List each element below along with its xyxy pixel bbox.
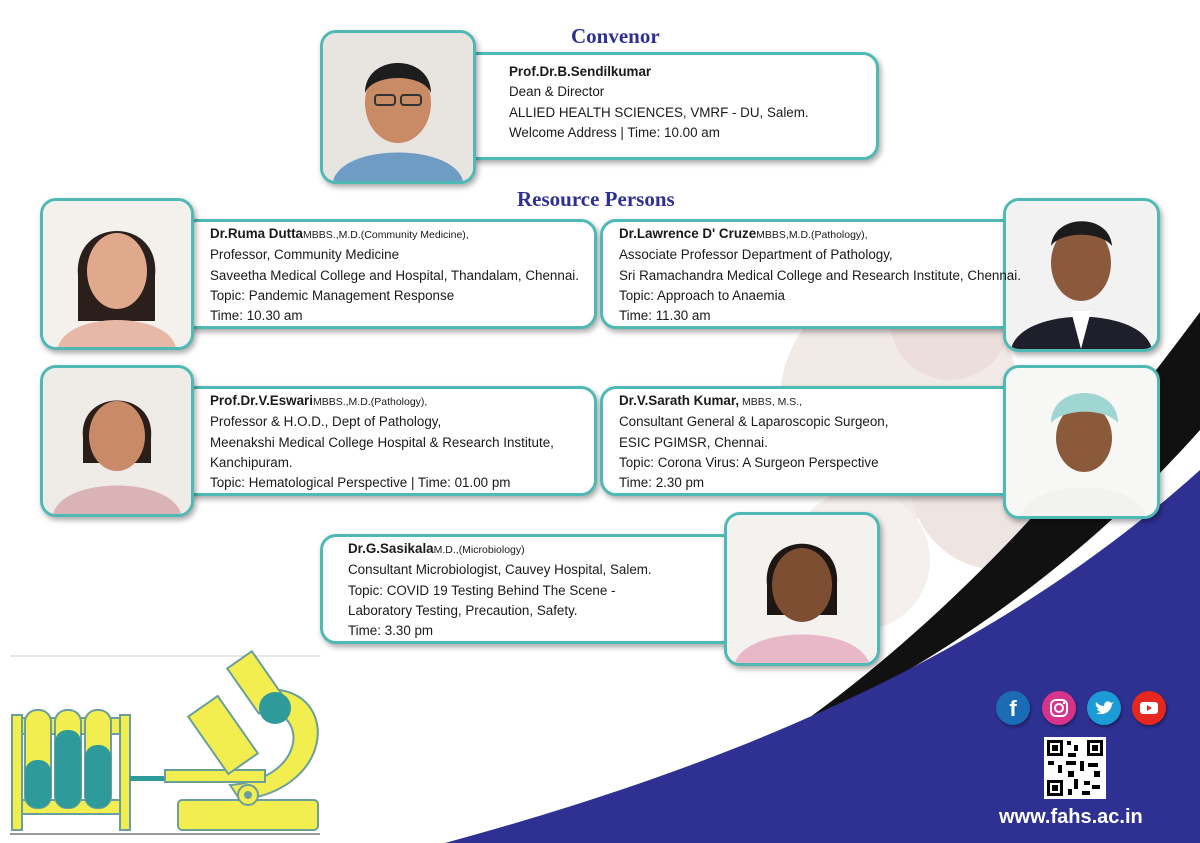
- speaker-quals: MBBS.,M.D.(Pathology),: [312, 396, 428, 408]
- qr-code[interactable]: [1044, 737, 1106, 799]
- convenor-org: ALLIED HEALTH SCIENCES, VMRF - DU, Salem.: [509, 104, 809, 120]
- speaker-line: Topic: COVID 19 Testing Behind The Scene -: [348, 582, 616, 598]
- svg-text:f: f: [1009, 696, 1017, 721]
- speaker-line: Professor, Community Medicine: [210, 247, 400, 263]
- speaker-line: Time: 10.30 am: [210, 308, 303, 324]
- speaker-line: Meenakshi Medical College Hospital & Research Institute,: [210, 434, 554, 450]
- speaker-line: Topic: Corona Virus: A Surgeon Perspective: [619, 454, 879, 470]
- speaker-name: Prof.Dr.V.Eswari: [210, 393, 313, 408]
- speaker-line: Topic: Approach to Anaemia: [619, 287, 786, 303]
- speaker-photo-lawrence-dcruze: [1003, 198, 1160, 352]
- speaker-line: Time: 2.30 pm: [619, 475, 705, 491]
- speaker-quals: M.D.,(Microbiology): [433, 544, 525, 556]
- youtube-icon[interactable]: [1132, 691, 1166, 725]
- resource-persons-heading: Resource Persons: [517, 187, 675, 211]
- speaker-line: Sri Ramachandra Medical College and Research Institute, Chennai.: [619, 267, 1021, 283]
- website-link[interactable]: www.fahs.ac.in: [999, 806, 1143, 828]
- convenor-details: [509, 62, 809, 143]
- speaker-details-ruma-dutta: [210, 224, 579, 326]
- instagram-icon[interactable]: [1042, 691, 1076, 725]
- person-silhouette-icon: [1006, 201, 1157, 349]
- speaker-quals: MBBS,M.D.(Pathology),: [756, 229, 868, 241]
- convenor-role: Dean & Director: [509, 84, 605, 100]
- speaker-line: Time: 11.30 am: [619, 308, 711, 324]
- convenor-photo: [320, 30, 476, 184]
- speaker-line: Saveetha Medical College and Hospital, Thandalam, Chennai.: [210, 267, 579, 283]
- speaker-line: Associate Professor Department of Pathology,: [619, 247, 893, 263]
- convenor-name: Prof.Dr.B.Sendilkumar: [509, 64, 652, 79]
- speaker-line: Laboratory Testing, Precaution, Safety.: [348, 602, 578, 618]
- twitter-icon[interactable]: [1087, 691, 1121, 725]
- lab-illustration: [10, 651, 320, 834]
- speaker-line: Time: 3.30 pm: [348, 623, 434, 639]
- speaker-name: Dr.Lawrence D' Cruze: [619, 226, 757, 241]
- speaker-line: Professor & H.O.D., Dept of Pathology,: [210, 414, 442, 430]
- speaker-details-sasikala: [348, 539, 652, 641]
- facebook-icon[interactable]: [996, 691, 1030, 725]
- speaker-line: Kanchipuram.: [210, 454, 293, 470]
- speaker-details-eswari: [210, 391, 554, 493]
- speaker-details-sarath-kumar: [619, 391, 888, 493]
- convenor-heading: Convenor: [571, 24, 660, 48]
- speaker-photo-sasikala: [724, 512, 880, 666]
- speaker-quals: MBBS.,M.D.(Community Medicine),: [303, 229, 469, 241]
- speaker-name: Dr.V.Sarath Kumar,: [619, 393, 740, 408]
- person-silhouette-icon: [43, 201, 191, 347]
- speaker-name: Dr.G.Sasikala: [348, 541, 434, 556]
- person-silhouette-icon: [323, 33, 473, 181]
- convenor-topic: Welcome Address | Time: 10.00 am: [509, 124, 720, 140]
- speaker-name: Dr.Ruma Dutta: [210, 226, 304, 241]
- person-silhouette-icon: [43, 368, 191, 514]
- speaker-quals: MBBS, M.S.,: [739, 396, 803, 408]
- speaker-line: Topic: Hematological Perspective | Time: 01.00 pm: [210, 475, 511, 491]
- person-silhouette-icon: [1006, 368, 1157, 516]
- speaker-line: Consultant Microbiologist, Cauvey Hospital, Salem.: [348, 562, 652, 578]
- speaker-line: Consultant General & Laparoscopic Surgeon,: [619, 414, 889, 430]
- speaker-photo-sarath-kumar: [1003, 365, 1160, 519]
- speaker-line: Topic: Pandemic Management Response: [210, 287, 455, 303]
- speaker-details-lawrence-dcruze: [619, 224, 1021, 326]
- speaker-photo-eswari: [40, 365, 194, 517]
- speaker-line: ESIC PGIMSR, Chennai.: [619, 434, 768, 450]
- speaker-photo-ruma-dutta: [40, 198, 194, 350]
- person-silhouette-icon: [727, 515, 877, 663]
